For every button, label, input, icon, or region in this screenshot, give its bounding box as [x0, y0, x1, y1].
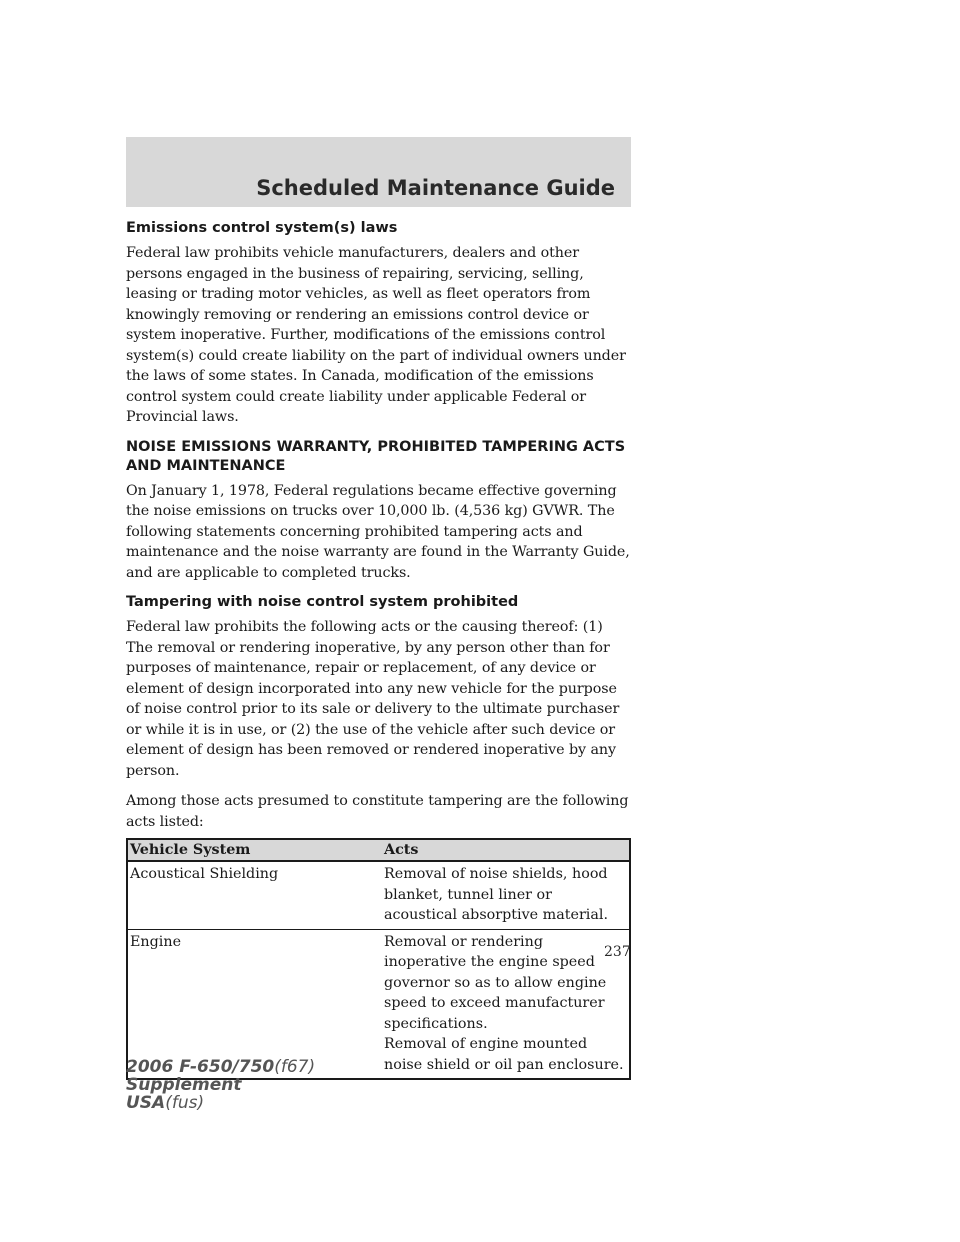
paragraph-tampering-acts: Among those acts presumed to constitute tampering are the following acts listed: — [126, 793, 629, 830]
page-number: 237 — [604, 944, 631, 960]
footer-line-3 — [126, 1094, 315, 1112]
footer-edition-info — [126, 1058, 315, 1112]
header-band — [126, 137, 631, 207]
footer-line-2: Supplement — [126, 1075, 242, 1095]
heading-noise-warranty-line2: AND MAINTENANCE — [126, 457, 286, 474]
table-cell-acts-item: Removal of engine mounted noise shield or oil pan enclosure. — [384, 1036, 624, 1073]
tampering-acts-table — [126, 838, 631, 1080]
heading-noise-warranty — [126, 438, 634, 476]
table-cell-system: Acoustical Shielding — [127, 861, 382, 929]
paragraph-tampering: Federal law prohibits the following acts or the causing thereof: (1) The removal or rendering inoperative, by any person other than for purposes of maintenance, repair or replacement, of any device or element of design incorporated into any new vehicle for the purpose of noise control prior to its sale or delivery to the ultimate purchaser or while it is in use, or (2) the use of the vehicle after such device or element of design has been removed or rendered inoperative by any person. — [126, 619, 620, 779]
heading-emissions-laws: Emissions control system(s) laws — [126, 220, 398, 236]
table-cell-acts: Removal of noise shields, hood blanket, tunnel liner or acoustical absorptive material. — [382, 861, 630, 929]
footer-line-1 — [126, 1058, 315, 1076]
heading-tampering: Tampering with noise control system prohibited — [126, 594, 519, 610]
column-header-acts: Acts — [382, 839, 630, 861]
heading-noise-warranty-line1: NOISE EMISSIONS WARRANTY, PROHIBITED TAMPERING ACTS — [126, 438, 626, 455]
column-header-vehicle-system: Vehicle System — [127, 839, 382, 861]
footer-market: USA — [126, 1093, 166, 1113]
table-header-row — [127, 839, 630, 861]
footer-model-code: (f67) — [274, 1057, 316, 1077]
page-header-title: Scheduled Maintenance Guide — [256, 176, 615, 200]
table-cell-acts — [382, 929, 630, 1079]
footer-model: 2006 F-650/750 — [126, 1057, 275, 1077]
table-cell-acts-item: Removal or rendering inoperative the engine speed governor so as to allow engine speed to exceed manufacturer specifications. — [384, 933, 607, 1032]
table-row — [127, 861, 630, 929]
page-content — [126, 219, 634, 1080]
paragraph-emissions-laws: Federal law prohibits vehicle manufacturers, dealers and other persons engaged in the business of repairing, servicing, selling, leasing or trading motor vehicles, as well as fleet operators from knowingly removing or rendering an emissions control device or system inoperative. Further, modifications of the emissions control system(s) could create liability on the part of individual owners under the laws of some states. In Canada, modification of the emissions control system could create liability under applicable Federal or Provincial laws. — [126, 245, 626, 425]
paragraph-noise-warranty: On January 1, 1978, Federal regulations became effective governing the noise emissions on trucks over 10,000 lb. (4,536 kg) GVWR. The following statements concerning prohibited tampering acts and maintenance and the noise warranty are found in the Warranty Guide, and are applicable to completed trucks. — [126, 482, 630, 581]
footer-market-code: (fus) — [165, 1093, 205, 1113]
table-cell-system: Engine — [127, 929, 382, 1079]
